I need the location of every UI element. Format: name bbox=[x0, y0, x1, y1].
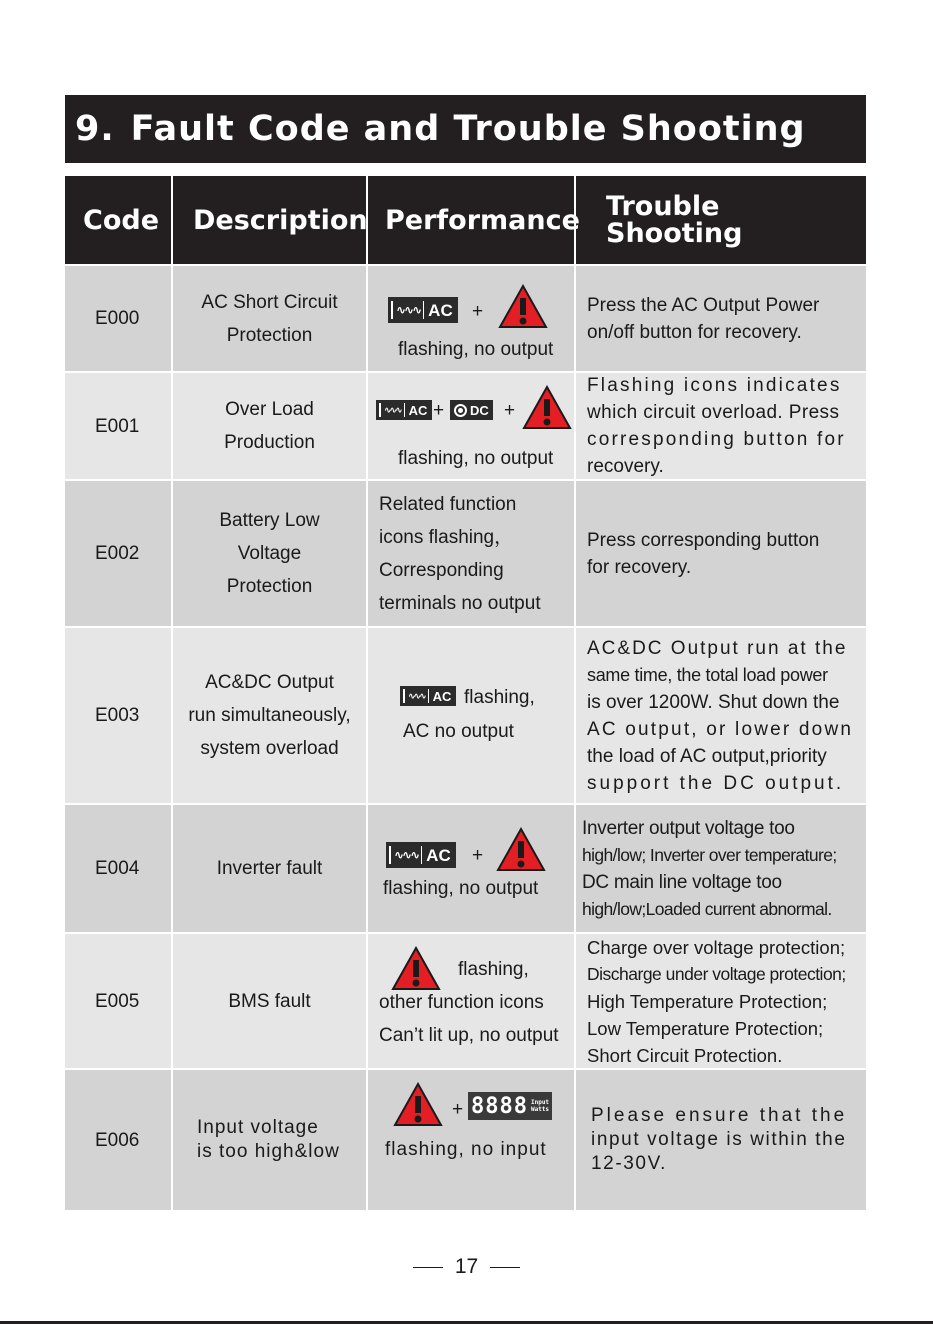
description-line: Over Load bbox=[225, 399, 314, 420]
trouble-line: input voltage is within the bbox=[591, 1129, 847, 1150]
fault-description bbox=[173, 481, 368, 626]
ac-output-icon: ∿∿∿ AC bbox=[376, 400, 432, 420]
plus-sign: + bbox=[504, 400, 516, 421]
fault-performance bbox=[368, 1070, 576, 1210]
fault-description bbox=[173, 628, 368, 803]
fault-code: E006 bbox=[65, 1070, 173, 1210]
trouble-shooting-text bbox=[576, 934, 866, 1068]
performance-text: flashing, no output bbox=[398, 339, 554, 360]
performance-text: flashing, bbox=[464, 687, 535, 708]
description-line: Inverter fault bbox=[216, 858, 323, 879]
description-line: run simultaneously, bbox=[188, 705, 351, 726]
warning-icon bbox=[522, 385, 572, 430]
fault-performance bbox=[368, 628, 576, 803]
fault-performance bbox=[368, 266, 576, 371]
trouble-line: 12-30V. bbox=[591, 1153, 668, 1174]
performance-line: icons flashing， bbox=[379, 526, 514, 548]
performance-text: flashing, no output bbox=[398, 448, 554, 469]
description-line: Battery Low bbox=[219, 510, 320, 531]
trouble-line: High Temperature Protection; bbox=[587, 990, 828, 1012]
trouble-line: Press corresponding button bbox=[587, 529, 820, 551]
trouble-line: AC output, or lower down bbox=[587, 718, 854, 740]
ac-output-icon: ∿∿∿ AC bbox=[388, 297, 458, 323]
trouble-line: Please ensure that the bbox=[591, 1105, 848, 1126]
fault-code: E002 bbox=[65, 481, 173, 626]
fault-description bbox=[173, 266, 368, 371]
trouble-line: Flashing icons indicates bbox=[587, 375, 842, 396]
page-number: 17 bbox=[454, 1255, 479, 1278]
trouble-line: for recovery. bbox=[587, 556, 692, 578]
trouble-line: AC&DC Output run at the bbox=[587, 637, 848, 659]
fault-description bbox=[173, 373, 368, 479]
header-code: Code bbox=[65, 176, 173, 264]
performance-text: AC no output bbox=[403, 721, 514, 742]
performance-line: Corresponding bbox=[379, 559, 504, 581]
description-line: is too high&low bbox=[197, 1141, 340, 1162]
trouble-shooting-text bbox=[576, 481, 866, 626]
ac-output-icon: ∿∿∿ AC bbox=[386, 842, 456, 868]
trouble-line: support the DC output. bbox=[587, 772, 845, 794]
trouble-line: Inverter output voltage too bbox=[582, 817, 795, 839]
table-row bbox=[65, 1070, 866, 1210]
trouble-line: Short Circuit Protection. bbox=[587, 1044, 783, 1066]
trouble-line: Charge over voltage protection; bbox=[587, 936, 846, 958]
table-row bbox=[65, 628, 866, 805]
description-line: AC Short Circuit bbox=[201, 291, 338, 313]
input-watts-display-icon: 8888 Input Watts bbox=[468, 1092, 552, 1120]
header-performance: Performance bbox=[368, 176, 576, 264]
description-line: Production bbox=[224, 432, 315, 453]
header-trouble-shooting: Trouble Shooting bbox=[606, 191, 743, 249]
trouble-line: same time, the total load power bbox=[587, 664, 828, 685]
fault-description bbox=[173, 805, 368, 932]
trouble-shooting-text bbox=[576, 805, 866, 932]
fault-code: E005 bbox=[65, 934, 173, 1068]
table-row bbox=[65, 373, 866, 481]
table-header-row bbox=[65, 176, 866, 266]
warning-icon bbox=[391, 946, 441, 991]
warning-icon bbox=[496, 827, 546, 872]
performance-text: Can’t lit up, no output bbox=[379, 1025, 559, 1046]
fault-description bbox=[173, 1070, 368, 1210]
plus-sign: + bbox=[472, 845, 484, 866]
fault-code: E000 bbox=[65, 266, 173, 371]
plus-sign: + bbox=[472, 301, 484, 322]
trouble-line: high/low;Loaded current abnormal. bbox=[582, 898, 832, 919]
fault-performance bbox=[368, 373, 576, 479]
trouble-line: DC main line voltage too bbox=[582, 871, 782, 893]
description-line: Protection bbox=[226, 324, 313, 346]
trouble-line: is over 1200W. Shut down the bbox=[587, 691, 840, 713]
dc-output-icon: DC bbox=[450, 400, 493, 420]
trouble-line: on/off button for recovery. bbox=[587, 321, 802, 343]
section-title bbox=[65, 95, 866, 163]
description-line: AC&DC Output bbox=[205, 672, 334, 693]
plus-sign: + bbox=[433, 400, 445, 421]
trouble-line: Press the AC Output Power bbox=[587, 294, 820, 316]
table-row bbox=[65, 934, 866, 1070]
section-title-text: Fault Code and Trouble Shooting bbox=[130, 109, 806, 149]
page-footer bbox=[0, 1255, 933, 1279]
fault-code-table bbox=[65, 176, 866, 1210]
trouble-line: Discharge under voltage protection; bbox=[587, 963, 846, 984]
performance-text: flashing, no input bbox=[385, 1139, 547, 1160]
description-line: Protection bbox=[226, 576, 313, 597]
table-row bbox=[65, 805, 866, 934]
trouble-line: recovery. bbox=[587, 456, 664, 477]
description-line: Input voltage bbox=[197, 1117, 319, 1138]
trouble-line: which circuit overload. Press bbox=[587, 402, 840, 423]
fault-code: E001 bbox=[65, 373, 173, 479]
performance-line: Related function bbox=[379, 493, 517, 515]
footer-rule-left bbox=[413, 1267, 443, 1268]
description-line: Voltage bbox=[237, 543, 302, 564]
trouble-line: high/low; Inverter over temperature; bbox=[582, 844, 837, 865]
fault-description bbox=[173, 934, 368, 1068]
section-number: 9. bbox=[75, 109, 115, 149]
performance-line: terminals no output bbox=[379, 592, 541, 614]
fault-code: E003 bbox=[65, 628, 173, 803]
performance-text: other function icons bbox=[379, 992, 544, 1013]
fault-performance bbox=[368, 805, 576, 932]
trouble-shooting-text bbox=[576, 628, 866, 803]
description-line: BMS fault bbox=[228, 990, 311, 1012]
description-line: system overload bbox=[200, 738, 339, 759]
trouble-shooting-text bbox=[576, 1070, 866, 1210]
trouble-line: corresponding button for bbox=[587, 429, 846, 450]
footer-rule-right bbox=[490, 1267, 520, 1268]
trouble-shooting-text bbox=[576, 266, 866, 371]
table-row bbox=[65, 481, 866, 628]
performance-text: flashing, no output bbox=[383, 878, 539, 899]
ac-output-icon: ∿∿∿ AC bbox=[400, 686, 456, 706]
trouble-line: Low Temperature Protection; bbox=[587, 1017, 824, 1039]
trouble-line: the load of AC output,priority bbox=[587, 745, 827, 767]
warning-icon bbox=[498, 284, 548, 329]
warning-icon bbox=[393, 1082, 443, 1127]
performance-text: flashing, bbox=[458, 959, 529, 980]
fault-code: E004 bbox=[65, 805, 173, 932]
fault-performance bbox=[368, 481, 576, 626]
header-description: Description bbox=[173, 176, 368, 264]
plus-sign: + bbox=[452, 1099, 464, 1120]
table-row bbox=[65, 266, 866, 373]
trouble-shooting-text bbox=[576, 373, 866, 479]
fault-performance bbox=[368, 934, 576, 1068]
